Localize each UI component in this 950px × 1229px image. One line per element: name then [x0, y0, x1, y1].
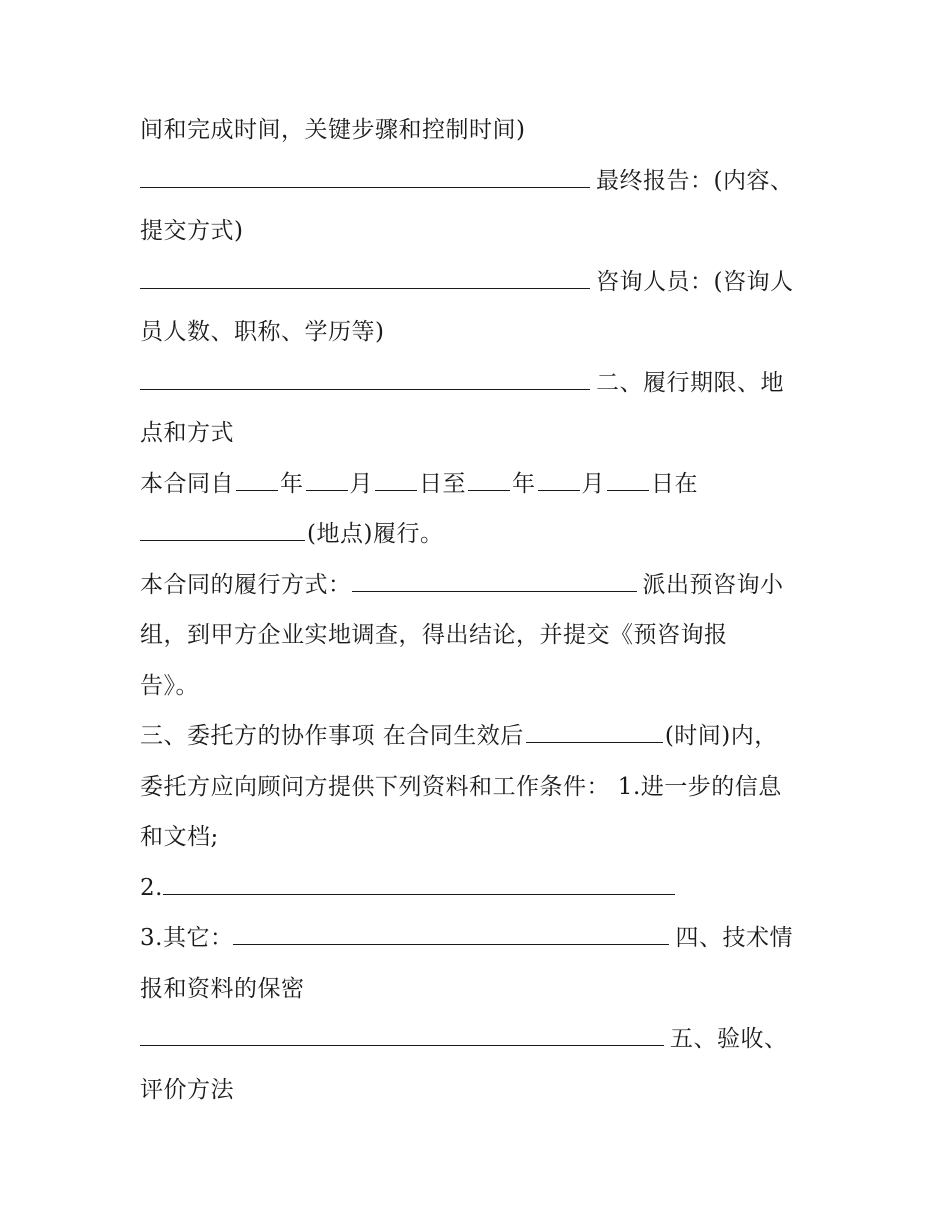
- line-text: 间和完成时间，关键步骤和控制时间): [140, 117, 526, 143]
- text-line: [140, 1068, 820, 1119]
- text-line: [140, 310, 820, 361]
- fill-blank[interactable]: [140, 363, 590, 390]
- line-text: 本合同自: [140, 470, 234, 497]
- document-page: [140, 108, 820, 1118]
- text-line: [140, 563, 820, 614]
- text-line: [140, 260, 820, 311]
- fill-blank[interactable]: [140, 262, 590, 289]
- end-day-blank[interactable]: [607, 464, 649, 491]
- line-text: 组，到甲方企业实地调查，得出结论，并提交《预咨询报: [140, 622, 728, 648]
- section-heading: 二、履行期限、地: [596, 369, 784, 396]
- text-line: [140, 866, 820, 917]
- location-blank[interactable]: [140, 514, 305, 541]
- text-line: [140, 664, 820, 715]
- method-blank[interactable]: [352, 565, 637, 592]
- line-text: 咨询人员：(咨询人: [596, 268, 794, 295]
- line-text: 日至: [419, 470, 466, 497]
- end-month-blank[interactable]: [538, 464, 580, 491]
- line-text: 年: [280, 470, 304, 497]
- text-line: [140, 512, 820, 563]
- line-text: 和文档;: [140, 824, 219, 850]
- line-text: 最终报告：(内容、: [596, 167, 794, 194]
- start-month-blank[interactable]: [306, 464, 348, 491]
- text-line: [140, 159, 820, 210]
- line-text: 3.其它：: [140, 925, 234, 951]
- line-text: 员人数、职称、学历等): [140, 319, 385, 345]
- text-line: [140, 1017, 820, 1068]
- line-text: 委托方应向顾问方提供下列资料和工作条件： 1.进一步的信息: [140, 773, 782, 800]
- text-line: [140, 967, 820, 1018]
- text-line: [140, 815, 820, 866]
- line-text: 月: [349, 470, 373, 497]
- section-heading: 四、技术情: [675, 925, 793, 951]
- text-line: [140, 411, 820, 462]
- text-line: [140, 613, 820, 664]
- start-day-blank[interactable]: [375, 464, 417, 491]
- line-text: 月: [581, 470, 605, 497]
- other-blank[interactable]: [233, 918, 669, 945]
- text-line: [140, 108, 820, 159]
- start-year-blank[interactable]: [236, 464, 278, 491]
- line-text: 日在: [651, 470, 698, 497]
- line-text: 本合同的履行方式：: [140, 571, 352, 598]
- text-line: [140, 916, 820, 967]
- section-heading: 报和资料的保密: [140, 975, 305, 1002]
- section-heading: 评价方法: [140, 1076, 234, 1103]
- line-text: 派出预咨询小: [642, 571, 784, 598]
- text-line: [140, 765, 820, 816]
- text-line: [140, 209, 820, 260]
- section-heading: 五、验收、: [670, 1026, 788, 1052]
- text-line: [140, 462, 820, 513]
- section-heading: 三、委托方的协作事项 在合同生效后: [140, 723, 524, 749]
- item-2-blank[interactable]: [163, 868, 675, 895]
- confidentiality-blank[interactable]: [140, 1019, 664, 1046]
- line-text: 提交方式): [140, 218, 244, 244]
- text-line: [140, 361, 820, 412]
- line-text: 年: [512, 470, 536, 497]
- fill-blank[interactable]: [140, 161, 590, 188]
- end-year-blank[interactable]: [468, 464, 510, 491]
- section-heading: 点和方式: [140, 420, 234, 446]
- text-line: [140, 714, 820, 765]
- line-text: 2.: [140, 874, 163, 901]
- line-text: (地点)履行。: [307, 521, 444, 547]
- time-blank[interactable]: [526, 716, 663, 743]
- line-text: 告》。: [140, 672, 199, 699]
- line-text: (时间)内，: [664, 723, 778, 749]
